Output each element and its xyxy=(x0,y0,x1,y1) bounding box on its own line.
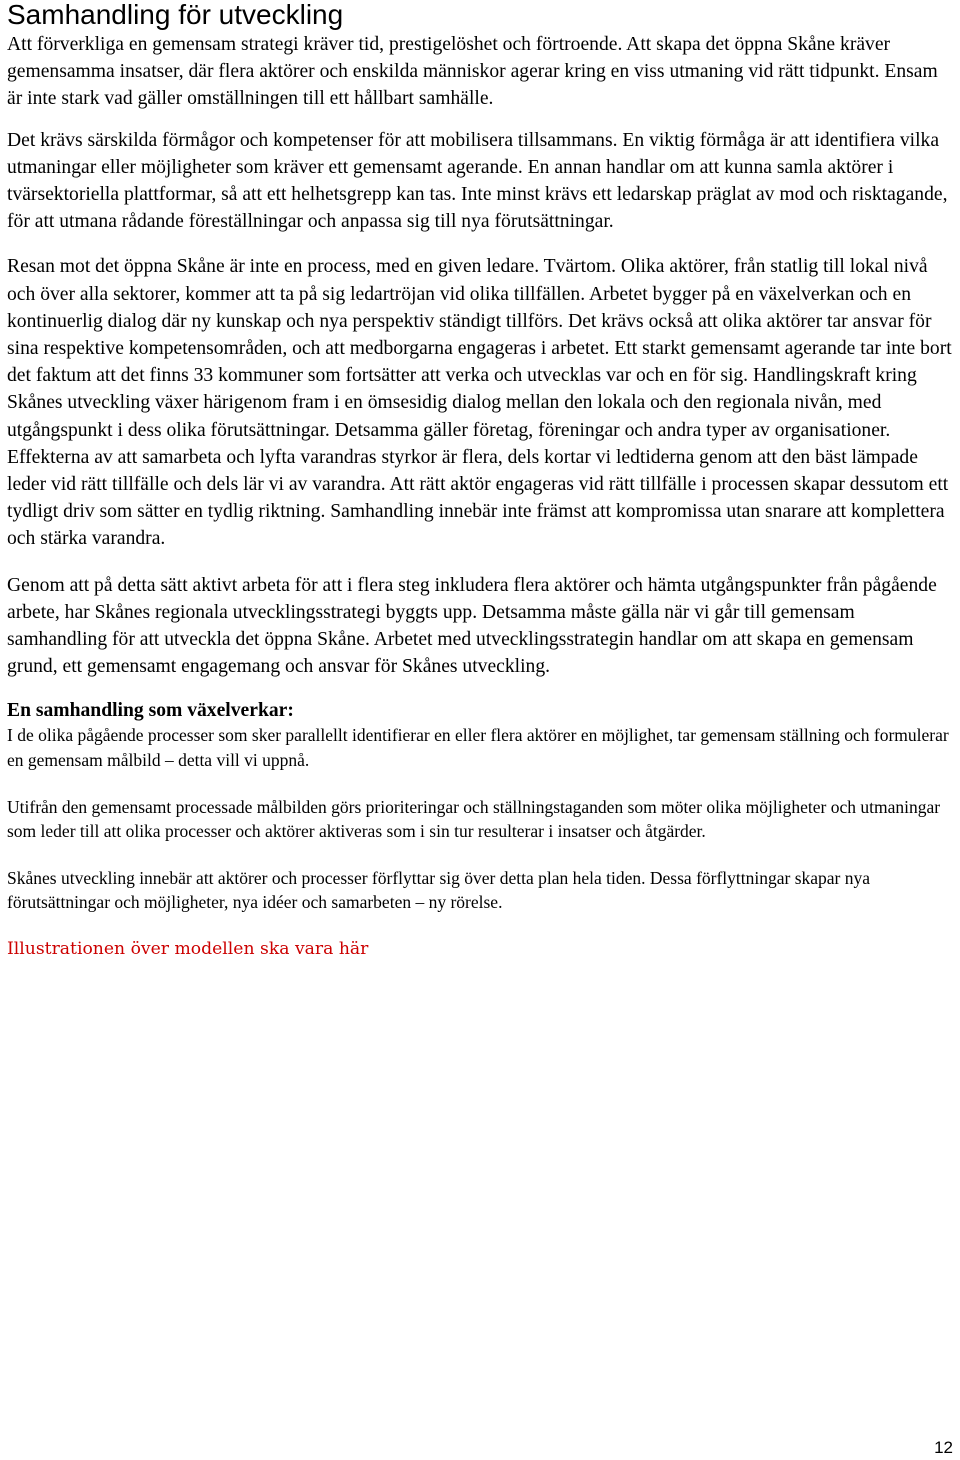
sub-paragraph-movement: Skånes utveckling innebär att aktörer och processer förflyttar sig över detta plan hela tiden. Dessa förflyttningar skapar nya förutsättningar och möjligheter, nya idéer och samarbeten – ny rörelse. xyxy=(7,867,871,913)
sub-paragraph-goal: I de olika pågående processer som sker parallellt identifierar en eller flera aktörer en möjlighet, tar gemensam ställning och formulerar en gemensam målbild – detta vill vi uppnå. xyxy=(7,725,949,771)
section-subheading: En samhandling som växelverkar: xyxy=(7,700,294,722)
page-number: 12 xyxy=(934,1438,953,1457)
sub-paragraph-priorities: Utifrån den gemensamt processade målbilden görs prioriteringar och ställningstaganden som möter olika möjligheter och utmaningar som leder till att olika processer och aktörer aktiveras som i sin tur resulterar i insatser och åtgärder. xyxy=(7,796,941,842)
page-title: Samhandling för utveckling xyxy=(7,0,344,30)
paragraph-competences: Det krävs särskilda förmågor och kompetenser för att mobilisera tillsammans. En viktig förmåga är att identifiera vilka utmaningar eller möjligheter som kräver ett gemensamt agerande. En annan handlar om att kunna samla aktörer i tvärsektoriella plattformar, så att ett helhetsgrepp kan tas. Inte minst krävs ett ledarskap präglat av mod och risktagande, för att utmana rådande föreställningar och anpassa sig till nya förutsättningar. xyxy=(7,129,948,233)
paragraph-intro: Att förverkliga en gemensam strategi kräver tid, prestigelöshet och förtroende. Att skapa det öppna Skåne kräver gemensamma insatser, där flera aktörer och enskilda människor agerar kring en viss utmaning vid rätt tidpunkt. Ensam är inte stark vad gäller omställningen till ett hållbart samhälle. xyxy=(7,34,938,110)
paragraph-journey: Resan mot det öppna Skåne är inte en process, med en given ledare. Tvärtom. Olika aktörer, från statlig till lokal nivå och över alla sektorer, kommer att ta på sig ledartröjan vid olika tillfällen. Arbetet bygger på en växelverkan och en kontinuerlig dialog där ny kunskap och nya perspektiv ständigt tillförs. Det krävs också att olika aktörer tar ansvar för sina respektive kompetensområden, och att medborgarna engageras i arbetet. Ett starkt gemensamt agerande tar inte bort det faktum att det finns 33 kommuner som fortsätter att verka och utvecklas var och en för sig. Handlingskraft kring Skånes utveckling växer härigenom fram i en ömsesidig dialog mellan den lokala och den regionala nivån, med utgångspunkt i dess olika förutsättningar. Detsamma gäller företag, föreningar och andra typer av organisationer. Effekterna av att samarbeta och lyfta varandras styrkor är flera, dels kortar vi ledtiderna genom att den bäst lämpade leder vid rätt tillfälle och dels lär vi av varandra. Att rätt aktör engageras vid rätt tillfälle i processen skapar dessutom ett tydligt driv som sätter en tydlig riktning. Samhandling innebär inte främst att kompromissa utan snarare att komplettera och stärka varandra. xyxy=(7,256,952,550)
document-page xyxy=(7,0,955,961)
paragraph-strategy: Genom att på detta sätt aktivt arbeta för att i flera steg inkludera flera aktörer och hämta utgångspunkter från pågående arbete, har Skånes regionala utvecklingsstrategi byggts upp. Detsamma måste gälla när vi går till gemensam samhandling för att utveckla det öppna Skåne. Arbetet med utvecklingsstrategin handlar om att skapa en gemensam grund, ett gemensamt engagemang och ansvar för Skånes utveckling. xyxy=(7,574,937,678)
illustration-placeholder-note: Illustrationen över modellen ska vara här xyxy=(7,939,369,960)
